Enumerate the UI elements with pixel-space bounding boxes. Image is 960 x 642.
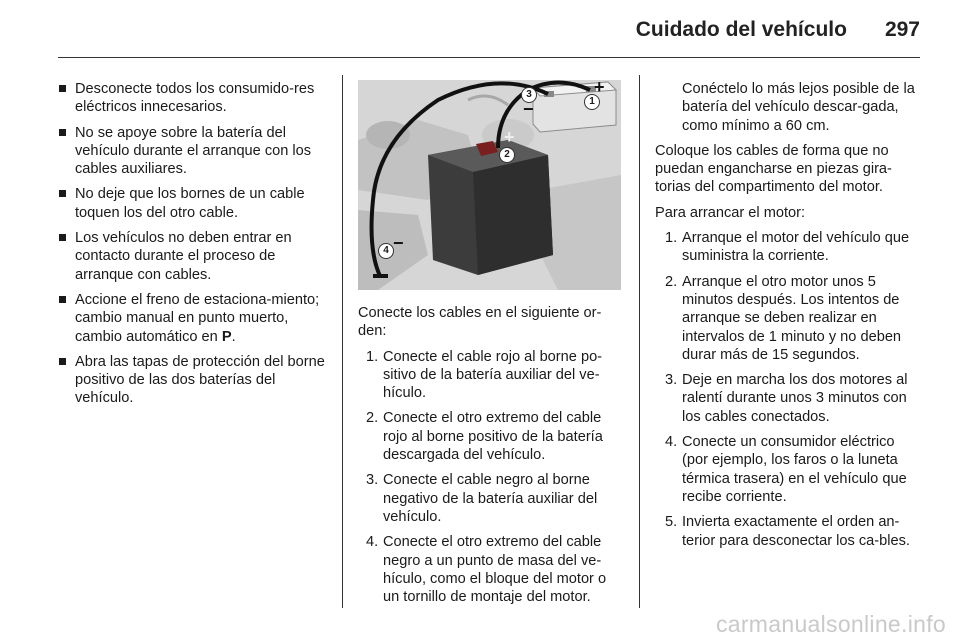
minus-sign-icon: − [393, 233, 404, 253]
list-item: 4. Conecte el otro extremo del cable negro a un punto de masa del ve-hículo, como el bloque del motor o un tornillo de montaje del motor. [366, 534, 607, 606]
bullet-square-icon [59, 234, 66, 241]
list-item: No deje que los bornes de un cable toquen los del otro cable. [58, 185, 328, 222]
list-item: 2. Arranque el otro motor unos 5 minutos después. Los intentos de arranque se deben realizar en intervalos de 1 minuto y no deben durar más de 15 segundos. [665, 273, 902, 363]
bullet-square-icon [59, 358, 66, 365]
list-item: Abra las tapas de protección del borne positivo de las dos baterías del vehículo. [58, 353, 328, 408]
gear-position-p: P [221, 328, 232, 345]
continuation-text: Conéctelo lo más lejos posible de la batería del vehículo descar-gada, como mínimo a 60 cm. [682, 81, 915, 134]
column-middle [358, 80, 622, 613]
plus-sign-icon: + [594, 80, 605, 97]
list-item: Desconecte todos los consumido-res eléctricos innecesarios. [58, 80, 328, 117]
page-number: 297 [884, 18, 920, 41]
watermark: carmanualsonline.info [715, 611, 946, 637]
header-rule [58, 57, 920, 58]
page-header [636, 18, 920, 42]
section-title: Cuidado del vehículo [635, 18, 847, 41]
callout-3-icon: 3 [521, 87, 537, 103]
jump-start-illustration [358, 80, 621, 290]
precautions-list [58, 80, 328, 408]
list-item: Los vehículos no deben entrar en contacto durante el proceso de arranque con cables. [58, 229, 328, 284]
list-item: 4. Conecte un consumidor eléctrico (por ejemplo, los faros o la luneta térmica trasera) en el vehículo que recibe corriente. [665, 434, 907, 505]
column-left [58, 80, 328, 415]
cable-routing-text: Coloque los cables de forma que no puedan engancharse en piezas gira-torias del compartimento del motor. [655, 142, 892, 196]
callout-4-icon: 4 [378, 243, 394, 259]
column-divider-left [342, 75, 343, 608]
list-item: 3. Deje en marcha los dos motores al ralentí durante unos 3 minutos con los cables conectados. [665, 372, 908, 425]
connection-steps [358, 348, 622, 607]
list-item: 3. Conecte el cable negro al borne negativo de la batería auxiliar del vehículo. [366, 472, 598, 525]
bullet-square-icon [59, 129, 66, 136]
intro-text: Conecte los cables en el siguiente or-den: [358, 305, 602, 340]
start-steps [655, 229, 923, 550]
callout-2-icon: 2 [499, 147, 515, 163]
bullet-square-icon [59, 85, 66, 92]
list-item: 1. Arranque el motor del vehículo que suministra la corriente. [665, 230, 910, 265]
list-item: Accione el freno de estaciona-miento; cambio manual en punto muerto, cambio automático en P. [58, 291, 328, 346]
column-right [655, 80, 923, 557]
column-divider-right [639, 75, 640, 608]
bullet-square-icon [59, 296, 66, 303]
list-item: 2. Conecte el otro extremo del cable rojo al borne positivo de la batería descargada del vehículo. [366, 410, 603, 464]
plus-sign-icon: + [504, 127, 515, 147]
list-item: 5. Invierta exactamente el orden an-terior para desconectar los ca-bles. [665, 514, 910, 549]
start-engine-heading: Para arrancar el motor: [655, 204, 806, 221]
bullet-square-icon [59, 190, 66, 197]
list-item: 1. Conecte el cable rojo al borne po-sitivo de la batería auxiliar del ve-hículo. [366, 348, 603, 402]
callout-1-icon: 1 [584, 94, 600, 110]
list-item: No se apoye sobre la batería del vehículo durante el arranque con los cables auxiliares. [58, 124, 328, 179]
minus-sign-icon: − [523, 99, 534, 119]
